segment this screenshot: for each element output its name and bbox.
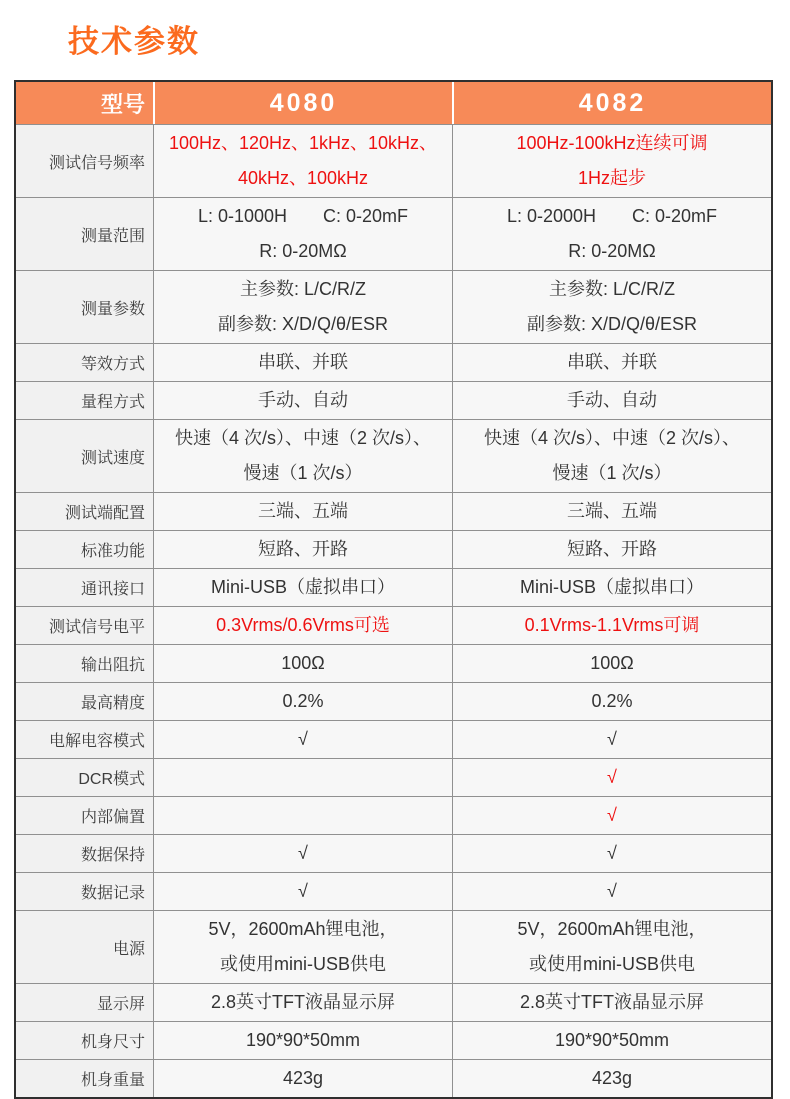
cell-text-line: √	[607, 729, 617, 749]
cell-text-line: 串联、并联	[258, 352, 348, 372]
table-row	[16, 758, 771, 796]
table-row	[16, 644, 771, 682]
cell-4080	[153, 198, 452, 270]
cell-4082	[452, 344, 771, 381]
table-row	[16, 872, 771, 910]
cell-text-line: 或使用mini-USB供电	[219, 954, 386, 974]
row-label: 机身重量	[16, 1060, 153, 1097]
cell-4082	[452, 1022, 771, 1059]
cell-text-line: 慢速（1 次/s）	[552, 463, 672, 483]
cell-text-line: 或使用mini-USB供电	[528, 954, 695, 974]
cell-4082	[452, 125, 771, 197]
cell-4080	[153, 420, 452, 492]
row-label: 电源	[16, 911, 153, 983]
cell-4080	[153, 531, 452, 568]
cell-text-line: 短路、开路	[567, 539, 657, 559]
table-row	[16, 492, 771, 530]
cell-4082	[452, 683, 771, 720]
table-row	[16, 197, 771, 270]
cell-text-line: 2.8英寸TFT液晶显示屏	[210, 992, 395, 1012]
cell-text-line: R: 0-20MΩ	[568, 241, 656, 261]
cell-text-line: 40kHz、100kHz	[237, 168, 369, 188]
header-model-label: 型号	[100, 91, 145, 117]
cell-4080	[153, 683, 452, 720]
cell-4082	[452, 569, 771, 606]
cell-text-line: L: 0-1000H C: 0-20mF	[197, 206, 409, 226]
cell-text-line: 423g	[282, 1068, 324, 1088]
cell-text-line: 190*90*50mm	[245, 1030, 361, 1050]
cell-4080	[153, 1060, 452, 1097]
cell-4080	[153, 271, 452, 343]
cell-4080	[153, 873, 452, 910]
cell-4082	[452, 271, 771, 343]
cell-text-line: 190*90*50mm	[554, 1030, 670, 1050]
cell-text-line: 423g	[591, 1068, 633, 1088]
table-header-row	[16, 82, 771, 124]
table-row	[16, 419, 771, 492]
cell-text-line: 短路、开路	[258, 539, 348, 559]
row-label: 测试速度	[16, 420, 153, 492]
cell-4082	[452, 984, 771, 1021]
cell-text-line: 0.2%	[282, 691, 324, 711]
table-row	[16, 983, 771, 1021]
cell-4082	[452, 645, 771, 682]
cell-4082	[452, 198, 771, 270]
cell-4082	[452, 873, 771, 910]
table-row	[16, 682, 771, 720]
cell-text-line: √	[298, 729, 308, 749]
cell-4080	[153, 382, 452, 419]
table-row	[16, 343, 771, 381]
cell-4082	[452, 797, 771, 834]
row-label: 测试信号频率	[16, 125, 153, 197]
cell-text-line: Mini-USB（虚拟串口）	[519, 577, 704, 597]
cell-text-line: √	[298, 843, 308, 863]
cell-text-line: 手动、自动	[258, 390, 348, 410]
cell-4082	[452, 382, 771, 419]
cell-4082	[452, 531, 771, 568]
cell-4080	[153, 125, 452, 197]
cell-text-line: 0.2%	[591, 691, 633, 711]
cell-text-line: 慢速（1 次/s）	[243, 463, 363, 483]
cell-4082	[452, 721, 771, 758]
cell-text-line: √	[607, 767, 617, 787]
cell-4080	[153, 984, 452, 1021]
cell-text-line: 2.8英寸TFT液晶显示屏	[519, 992, 704, 1012]
table-row	[16, 1059, 771, 1097]
cell-4080	[153, 344, 452, 381]
row-label: 量程方式	[16, 382, 153, 419]
row-label: 测试端配置	[16, 493, 153, 530]
row-label: 测量范围	[16, 198, 153, 270]
table-row	[16, 568, 771, 606]
row-label: 测量参数	[16, 271, 153, 343]
cell-text-line: 主参数: L/C/R/Z	[548, 279, 675, 299]
row-label: 数据保持	[16, 835, 153, 872]
cell-text-line: 三端、五端	[258, 501, 348, 521]
cell-4080	[153, 835, 452, 872]
table-row	[16, 910, 771, 983]
cell-text-line: Mini-USB（虚拟串口）	[210, 577, 395, 597]
page-title: 技术参数	[68, 24, 200, 59]
cell-text-line: 副参数: X/D/Q/θ/ESR	[217, 314, 389, 334]
cell-text-line: 5V，2600mAh锂电池，	[208, 919, 398, 939]
cell-4082	[452, 420, 771, 492]
cell-4080	[153, 493, 452, 530]
row-label: 通讯接口	[16, 569, 153, 606]
table-row	[16, 1021, 771, 1059]
cell-text-line: L: 0-2000H C: 0-20mF	[506, 206, 718, 226]
cell-4082	[452, 835, 771, 872]
cell-text-line: 串联、并联	[567, 352, 657, 372]
cell-4080	[153, 911, 452, 983]
row-label: 数据记录	[16, 873, 153, 910]
cell-text-line: 手动、自动	[567, 390, 657, 410]
row-label: 最高精度	[16, 683, 153, 720]
cell-text-line: R: 0-20MΩ	[259, 241, 347, 261]
row-label: 机身尺寸	[16, 1022, 153, 1059]
cell-4080	[153, 645, 452, 682]
cell-4082	[452, 607, 771, 644]
cell-4082	[452, 493, 771, 530]
cell-text-line: 100Ω	[590, 653, 634, 673]
cell-text-line: 0.3Vrms/0.6Vrms可选	[216, 615, 390, 635]
cell-4080	[153, 797, 452, 834]
row-label: DCR模式	[16, 759, 153, 796]
row-label: 显示屏	[16, 984, 153, 1021]
table-row	[16, 720, 771, 758]
cell-text-line	[160, 811, 446, 821]
row-label: 内部偏置	[16, 797, 153, 834]
cell-4082	[452, 1060, 771, 1097]
cell-text-line: √	[607, 881, 617, 901]
cell-4080	[153, 759, 452, 796]
table-row	[16, 796, 771, 834]
header-model-4080: 4080	[153, 82, 452, 124]
cell-text-line: 1Hz起步	[577, 168, 646, 188]
cell-text-line: 副参数: X/D/Q/θ/ESR	[526, 314, 698, 334]
cell-text-line	[160, 773, 446, 783]
cell-4080	[153, 607, 452, 644]
row-label: 电解电容模式	[16, 721, 153, 758]
table-row	[16, 834, 771, 872]
table-row	[16, 381, 771, 419]
cell-text-line: 0.1Vrms-1.1Vrms可调	[524, 615, 700, 635]
table-row	[16, 530, 771, 568]
cell-text-line: 三端、五端	[567, 501, 657, 521]
cell-text-line: 100Hz、120Hz、1kHz、10kHz、	[168, 133, 438, 153]
table-row	[16, 606, 771, 644]
header-model-4082: 4082	[452, 82, 771, 124]
cell-text-line: 快速（4 次/s）、中速（2 次/s）、	[483, 428, 741, 448]
cell-4082	[452, 911, 771, 983]
cell-text-line: 5V，2600mAh锂电池，	[517, 919, 707, 939]
cell-4082	[452, 759, 771, 796]
cell-text-line: 主参数: L/C/R/Z	[239, 279, 366, 299]
row-label: 等效方式	[16, 344, 153, 381]
cell-text-line: √	[298, 881, 308, 901]
cell-text-line: √	[607, 843, 617, 863]
cell-4080	[153, 569, 452, 606]
cell-4080	[153, 1022, 452, 1059]
cell-text-line: 100Hz-100kHz连续可调	[516, 133, 708, 153]
table-row	[16, 270, 771, 343]
row-label: 输出阻抗	[16, 645, 153, 682]
cell-4080	[153, 721, 452, 758]
table-row	[16, 124, 771, 197]
cell-text-line: √	[607, 805, 617, 825]
cell-text-line: 100Ω	[281, 653, 325, 673]
row-label: 测试信号电平	[16, 607, 153, 644]
cell-text-line: 快速（4 次/s）、中速（2 次/s）、	[174, 428, 432, 448]
row-label: 标准功能	[16, 531, 153, 568]
spec-table	[14, 80, 773, 1099]
